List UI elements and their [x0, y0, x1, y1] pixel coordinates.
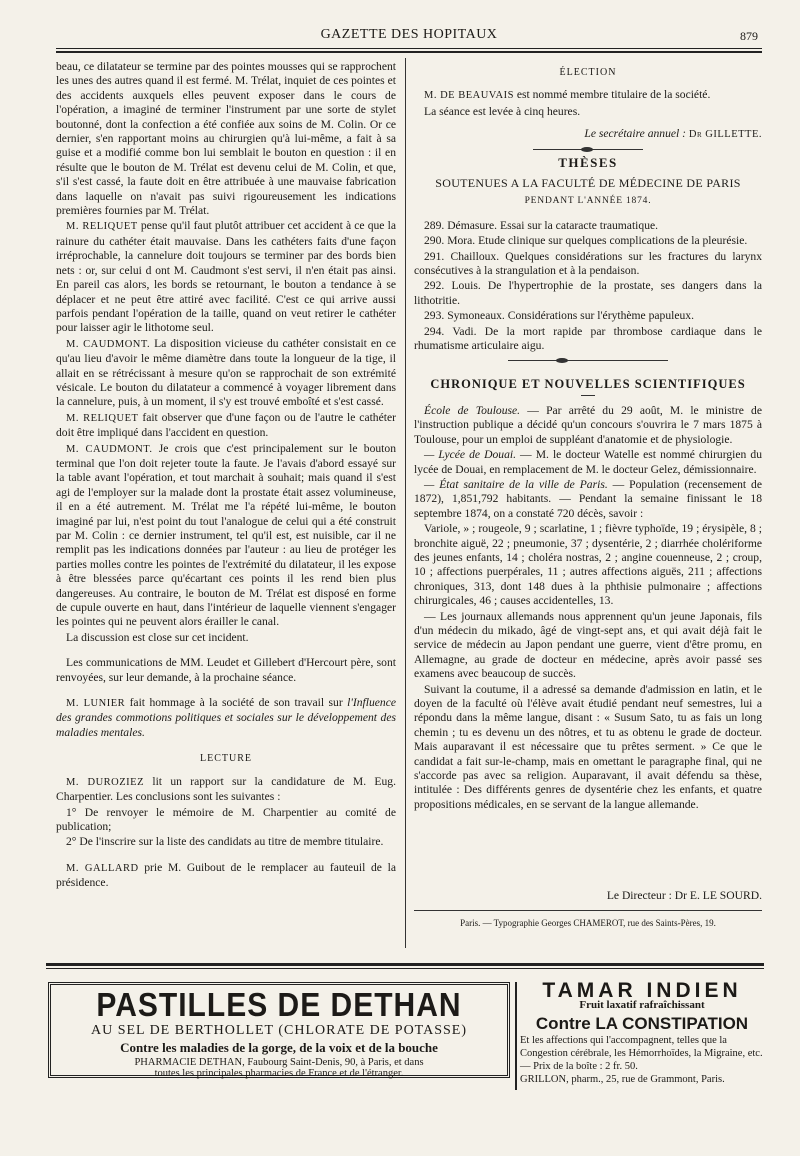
advert-claim: Contre les maladies de la gorge, de la voix et de la bouche: [120, 1040, 438, 1055]
advert-claim: Contre LA CONSTIPATION: [535, 1014, 749, 1033]
paragraph: [56, 219, 396, 335]
news-title: — Lycée de Douai.: [424, 448, 516, 462]
speaker-name: M. RELIQUET: [66, 412, 139, 424]
paragraph-text: — Par arrêté du 29 août, M. le ministre de l'instruction publique a décidé qu'un concours s'ouvrira le 7 mars 1875 à Toulouse, pour un emploi de suppléant d'anatomie et de physiologie.: [414, 403, 763, 446]
paragraph: Variole, » ; rougeole, 9 ; scarlatine, 1 ; fièvre typhoïde, 19 ; érysipèle, 8 ; bronchite aiguë, 22 ; pneumonie, 37 ; dysentérie, 2 ; diarrhée cholériforme des jeunes enfants, 14 ; choléra nostras, 2 ; angine couenneuse, 2 ; croup, 10 ; affections puerpérales, 11 ; autres affections aiguës, 211 ; affections chroniques, 313, dont 148 dues à la phthisie pulmonaire ; affections chirurgicales, 46 ; causes accidentelles, 13.: [414, 522, 762, 608]
paragraph-text: Je crois que c'est principalement sur le bouton terminal que l'on doit rejeter toute la faute. Je l'avais d'abord essayé sur la table avant l'opération, et tout marchait à souhait; mais quand il s'est agi de l'employer sur la malade dont la prostate était assez volumineuse, il en a été autrement. M. Trélat me l'a répété lui-même, le bouton imaginé par lui, n'est point du tout l'analogue de celui qui a été construit par M. Colin : ce dernier instrument, tel qu'il est, est nuisible, car il ne remplit pas les indications données par l'auteur : au lieu de protéger les parties molles contre les pointes de l'extrémité du dilatateur, il les expose à être blessées parce qu'écartant ces points il les rend bien plus dangereuses. Au contraire, le bouton de M. Trélat est disposé en forme de cupule ouverte en haut, dans l'intérieur de laquelle viennent s'engager les pointes qui ne peuvent alors érailler le canal.: [56, 441, 396, 629]
section-heading: LECTURE: [200, 753, 252, 765]
advert-title: TAMAR INDIEN: [542, 979, 742, 1002]
header-rule-thick: [56, 51, 762, 53]
divider-ornament: [508, 360, 668, 361]
paragraph-text: — Population (recensement de 1872), 1,851,792 habitants. — Pendant la semaine finissant le 18 septembre 1874, on a constaté 720 décès, savoir :: [414, 477, 762, 520]
paragraph: La séance est levée à cinq heures.: [424, 104, 581, 118]
thesis-item: 290. Mora. Etude clinique sur quelques complications de la pleurésie.: [424, 234, 748, 248]
paragraph: La discussion est close sur cet incident.: [66, 630, 249, 644]
paragraph-text: prie M. Guibout de le remplacer au fauteuil de la présidence.: [56, 860, 397, 890]
left-column: [56, 60, 396, 892]
theses-list: [414, 219, 762, 354]
speaker-name: M. CAUDMONT.: [66, 338, 151, 350]
speaker-name: M. RELIQUET: [66, 221, 138, 233]
speaker-name: M. LUNIER: [66, 698, 126, 710]
column-divider: [405, 58, 406, 948]
paragraph-text: fait hommage à la société de son travail sur: [129, 696, 343, 710]
running-title: GAZETTE DES HOPITAUX: [320, 27, 498, 42]
paragraph: [414, 478, 762, 521]
advert-address: toutes les principales pharmacies de France et de l'étranger.: [154, 1068, 404, 1079]
signature-label: Le secrétaire annuel :: [584, 127, 687, 141]
section-subheading: PENDANT L'ANNÉE 1874.: [524, 196, 652, 207]
thesis-item: 294. Vadi. De la mort rapide par thrombose cardiaque dans le rhumatisme articulaire aigu.: [414, 324, 762, 353]
divider-ornament: [533, 149, 643, 150]
paragraph: [56, 861, 396, 891]
paragraph-text: lit un rapport sur la candidature de M. Eug. Charpentier. Les conclusions sont les suivantes :: [56, 774, 397, 804]
paragraph: [56, 775, 396, 805]
thesis-item: 292. Louis. De l'hypertrophie de la prostate, ses dangers dans la lithotritie.: [414, 279, 762, 307]
right-column: [414, 60, 762, 813]
speaker-name: M. GALLARD: [66, 862, 139, 874]
advert-address: PHARMACIE DETHAN, Faubourg Saint-Denis, 90, à Paris, et dans: [134, 1057, 424, 1068]
paragraph: [56, 337, 396, 410]
advert-rule: [46, 963, 764, 966]
thesis-item: 291. Chailloux. Quelques considérations sur les fractures du larynx consécutives à la strangulation et à la pendaison.: [414, 249, 762, 278]
paragraph: 2° De l'inscrire sur la liste des candidats au titre de membre titulaire.: [66, 835, 384, 849]
section-heading: ÉLECTION: [559, 67, 617, 78]
paragraph: Les communications de MM. Leudet et Gillebert d'Hercourt père, sont renvoyées, sur leur demande, à la prochaine séance.: [56, 656, 396, 684]
header-rule: [56, 48, 762, 49]
paragraph: [56, 411, 396, 441]
paragraph-text: est nommé membre titulaire de la société.: [516, 88, 711, 102]
advert-address: GRILLON, pharm., 25, rue de Grammont, Paris.: [520, 1074, 725, 1085]
paragraph: — Les journaux allemands nous apprennent qu'un jeune Japonais, fils d'un médecin du mikado, âgé de vingt-sept ans, et qui avait déjà fait le service de médecin au Japon pendant une guerre, vient d'être promu, en Allemagne, au grade de docteur en médecine, après avoir passé ses examens avec beaucoup de succès.: [414, 609, 762, 681]
printer-line: Paris. — Typographie Georges CHAMEROT, rue des Saints-Pères, 19.: [460, 918, 716, 928]
paragraph: Suivant la coutume, il a adressé sa demande d'admission en latin, et le doyen de la faculté où l'élève avait étudié pendant neuf semestres, lui a répondu dans la même langue, disant : « Susum Sato, tu as fais un long chemin ; tu es devenu un des nôtres, et tu as obtenu le grade de docteur. Mais auparavant il est nécessaire que tu prêtes serment. » Ce que le candidat a fait sur-le-champ, mais en omettant le paragraphe final, qui ne s'accorde pas avec sa religion. Auparavant, il avait défendu sa thèse, intitulée : Des différents genres de dysentérie chez les enfants, et quatre propositions médicales, en se servant de la langue allemande.: [414, 682, 762, 811]
paragraph: [414, 448, 762, 477]
paragraph: [414, 404, 762, 447]
paragraph-text: fait observer que d'une façon ou de l'autre le cathéter doit être impliqué dans l'accident en question.: [56, 410, 396, 440]
paragraph: 1° De renvoyer le mémoire de M. Charpentier au comité de publication;: [56, 805, 396, 833]
paragraph: [414, 88, 762, 103]
advert-tamar: [520, 979, 764, 1086]
advert-subtitle: Fruit laxatif rafraîchissant: [579, 999, 705, 1011]
section-heading: CHRONIQUE ET NOUVELLES SCIENTIFIQUES: [430, 376, 746, 391]
work-title: l'Influence des grandes commotions politiques et sociales sur le développement des maladies mentales.: [56, 696, 396, 739]
paragraph: beau, ce dilatateur se termine par des pointes mousses qui se rapprochent les unes des autres quand il est fermé. M. Trélat, inquiet de ces pointes et des accidents auxquels elles peuvent exposer dans le cours de l'opération, a imaginé de terminer l'instrument par une sorte de stylet boutonné, dont la confection a été confiée aux soins de M. Colin. Or ce dernier, s'en rapportant moins au chirurgien qu'à lui-même, a fait à sa guise et a modifié comme bon lui semblait le bouton en question : il en résulte que le bouton de M. Trélat est devenu celui de M. Colin, et que, s'il s'est cassé, la faute doit en être attribuée à une mauvaise fabrication dans laquelle on n'avait pas suivi rigoureusement les indications premières fournies par M. Trélat.: [56, 60, 396, 218]
speaker-name: M. DE BEAUVAIS: [424, 90, 514, 102]
paragraph-text: pense qu'il faut plutôt attribuer cet accident à ce que la rainure du cathéter était mauvaise. Dans les cathéters faits d'une façon irréprochable, la cannelure doit toujours se terminer par des bords bien nets : or, sur celui d ont M. Caudmont s'est servi, il n'en était pas ainsi. En pareil cas alors, les bords se retournant, le bouton a tendance à se déplacer et ne peut être attiré avec facilité. C'est ce qui arrive aussi parfois pendant l'opération de la taille, quand on veut retirer le cathéter pour laisser agir le lithotome seul.: [56, 219, 396, 335]
advert-rule-thin: [46, 968, 764, 969]
news-title: École de Toulouse.: [424, 403, 521, 417]
speaker-name: M. CAUDMONT.: [66, 443, 153, 455]
director-signature: Le Directeur : Dr E. LE SOURD.: [606, 889, 762, 902]
speaker-name: M. DUROZIEZ: [66, 776, 145, 788]
divider: [414, 910, 762, 911]
signature-name: Dr GILLETTE.: [688, 129, 762, 141]
advert-text: Et les affections qui l'accompagnent, telles que la Congestion cérébrale, les Hémorrhoïdes, la Migraine, etc. — Prix de la boîte : 2 fr. 50.: [520, 1035, 763, 1072]
section-heading: THÈSES: [558, 154, 618, 170]
advert-subtitle: AU SEL DE BERTHOLLET (CHLORATE DE POTASSE): [90, 1023, 468, 1038]
page-number: 879: [740, 29, 758, 43]
paragraph-text: — M. le docteur Watelle est nommé chirurgien du lycée de Douai, en remplacement de M. le docteur Gelez, démissionnaire.: [414, 448, 762, 476]
divider: [581, 395, 595, 396]
paragraph: [56, 442, 396, 630]
page-header: [56, 24, 762, 46]
paragraph: [56, 696, 396, 740]
signature: [414, 127, 762, 142]
advert-title: PASTILLES DE DETHAN: [96, 987, 462, 1024]
thesis-item: 289. Démasure. Essai sur la cataracte traumatique.: [424, 218, 659, 232]
news-title: — État sanitaire de la ville de Paris.: [424, 477, 608, 491]
thesis-item: 293. Symoneaux. Considérations sur l'érythème papuleux.: [424, 309, 694, 323]
paragraph-text: La disposition vicieuse du cathéter consistait en ce qu'au lieu d'avoir le même diamètre dans toute la longueur de la tige, il allait en se rétrécissant à mesure qu'on se rapprochait de son extrémité vésicale. Le bouton du dilatateur a commencé à voyager librement dans la cannelure, puis, à un moment, il s'y est trouvé emboîté et s'est cassé.: [56, 336, 396, 409]
section-subheading: SOUTENUES A LA FACULTÉ DE MÉDECINE DE PARIS: [435, 176, 741, 191]
advert-divider: [515, 982, 517, 1090]
advert-pastilles: [48, 982, 510, 1078]
